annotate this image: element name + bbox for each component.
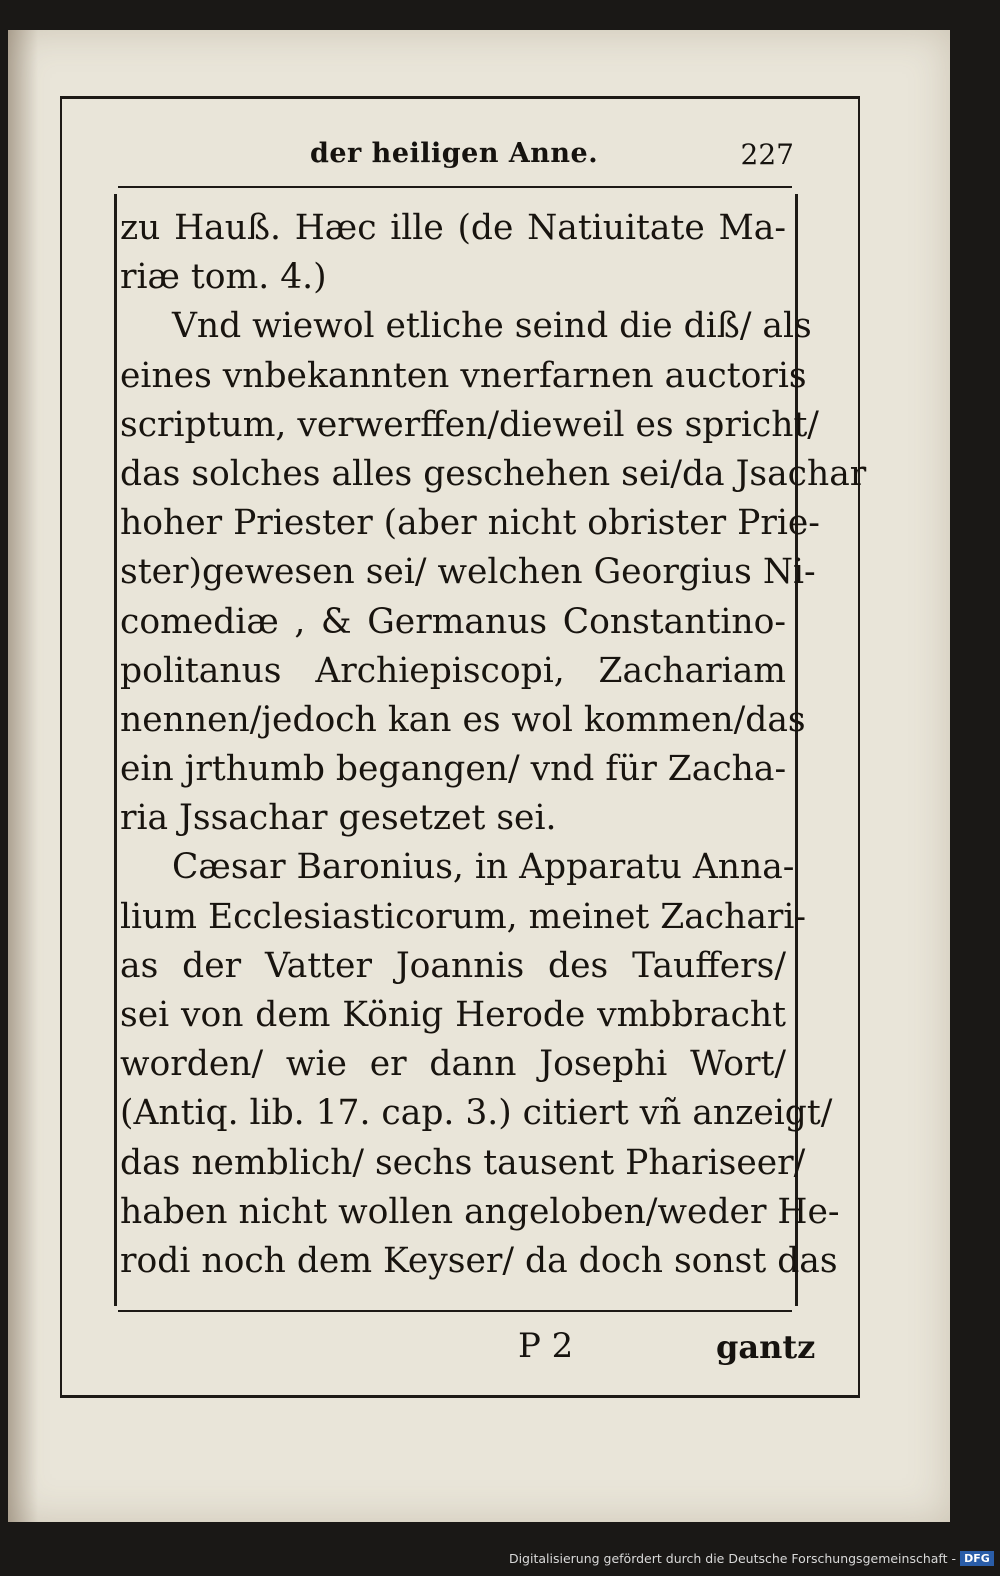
text-line: scriptum, verwerffen/dieweil es spricht/ [120, 404, 819, 445]
header-rule [118, 186, 792, 188]
body-text [120, 204, 867, 1286]
text-line: (Antiq. lib. 17. cap. 3.) citiert vñ anzeigt/ [120, 1093, 833, 1134]
text-line: das nemblich/ sechs tausent Phariseer/ [120, 1142, 806, 1183]
text-line: comediæ , & Germanus Constantino- [120, 601, 786, 642]
digitization-credit: Digitalisierung gefördert durch die Deutsche Forschungsgemeinschaft - [508, 1551, 956, 1566]
text-line: nennen/jedoch kan es wol kommen/das [120, 699, 806, 740]
page-spine-shadow [8, 30, 38, 1522]
text-line: das solches alles geschehen sei/da Jsachar [120, 453, 867, 494]
text-line: lium Ecclesiasticorum, meinet Zachari- [120, 896, 807, 937]
text-line: eines vnbekannten vnerfarnen auctoris [120, 355, 807, 396]
page-header [110, 138, 796, 182]
text-line: haben nicht wollen angeloben/weder He- [120, 1191, 840, 1232]
text-line: ria Jssachar gesetzet sei. [120, 798, 557, 839]
text-line: Cæsar Baronius, in Apparatu Anna- [172, 847, 795, 888]
text-line: Vnd wiewol etliche seind die diß/ als [172, 306, 812, 347]
text-line: riæ tom. 4.) [120, 257, 327, 298]
page-number: 227 [740, 138, 794, 171]
text-line: sei von dem König Herode vmbbracht [120, 995, 786, 1035]
text-line: hoher Priester (aber nicht obrister Prie- [120, 503, 820, 544]
text-line: ein jrthumb begangen/ vnd für Zacha- [120, 749, 787, 790]
text-line: ster)gewesen sei/ welchen Georgius Ni- [120, 552, 816, 593]
dfg-logo: DFG [960, 1551, 994, 1566]
catchword: gantz [716, 1328, 816, 1366]
text-line: worden/ wie er dann Josephi Wort/ [120, 1044, 786, 1085]
text-line: politanus Archiepiscopi, Zachariam [120, 650, 786, 691]
running-head: der heiligen Anne. [310, 138, 599, 169]
text-line: as der Vatter Joannis des Tauffers/ [120, 945, 786, 986]
bottom-rule [118, 1310, 792, 1312]
signature-mark: P 2 [518, 1326, 574, 1366]
text-line: zu Hauß. Hæc ille (de Natiuitate Ma- [120, 208, 786, 248]
text-line: rodi noch dem Keyser/ da doch sonst das [120, 1240, 838, 1281]
